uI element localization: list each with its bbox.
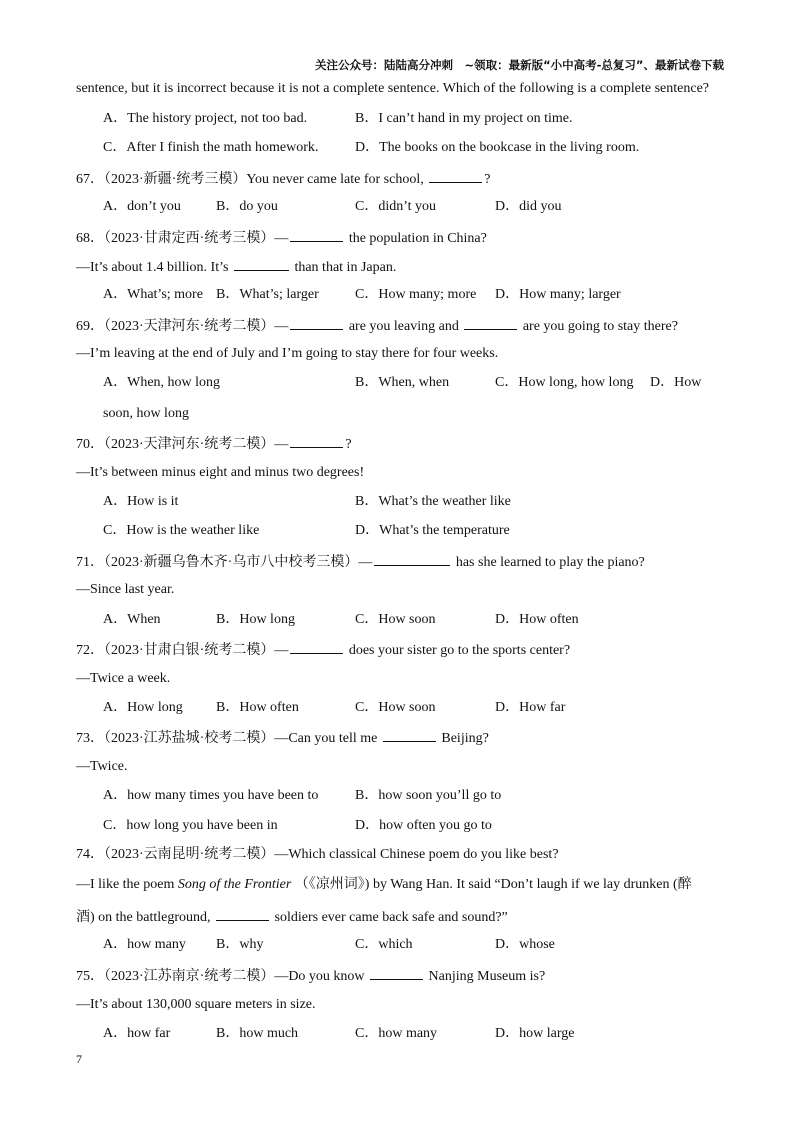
answer-blank: [216, 907, 269, 921]
question-74-option-c: C．which: [355, 937, 413, 952]
question-74-option-d: D．whose: [495, 937, 555, 952]
question-72-option-a: A．How long: [103, 700, 183, 715]
question-67-stem-before: 67．（2023·新疆·统考三模）You never came late for school,: [76, 172, 424, 187]
page-header: 关注公众号：陆陆高分冲刺 ~领取：最新版“小中高考-总复习”、最新试卷下载: [314, 58, 724, 72]
question-74-option-a: A．how many: [103, 937, 186, 952]
poem-title: Song of the Frontier: [177, 877, 292, 892]
question-68-stem-before: 68．（2023·甘肃定西·统考三模）—: [76, 231, 289, 246]
question-73-line2: —Twice.: [76, 759, 128, 774]
question-69-option-b: B．When, when: [355, 375, 450, 390]
question-72-option-b: B．How often: [216, 700, 299, 715]
question-71-option-d: D．How often: [495, 612, 579, 627]
question-69-option-a: A．When, how long: [103, 375, 221, 390]
question-73-stem: [76, 728, 489, 748]
question-75-stem-before: 75．（2023·江苏南京·统考二模）—Do you know: [76, 969, 365, 984]
question-70-option-d: D．What’s the temperature: [355, 523, 510, 538]
intro-option-b: B．I can’t hand in my project on time.: [355, 111, 573, 126]
question-70-option-a: A．How is it: [103, 494, 179, 509]
question-72-stem-after: does your sister go to the sports center?: [348, 643, 571, 658]
question-68-option-c: C．How many; more: [355, 287, 477, 302]
question-68-option-d: D．How many; larger: [495, 287, 621, 302]
question-75-stem-after: Nanjing Museum is?: [428, 969, 546, 984]
question-67-option-c: C．didn’t you: [355, 199, 437, 214]
question-69-line2: —I’m leaving at the end of July and I’m going to stay there for four weeks.: [76, 346, 499, 361]
page-number: 7: [76, 1052, 82, 1066]
question-73-option-d: D．how often you go to: [355, 818, 492, 833]
question-74-option-b: B．why: [216, 937, 264, 952]
question-72-option-d: D．How far: [495, 700, 566, 715]
question-70-stem: [76, 434, 352, 454]
question-70-stem-before: 70．（2023·天津河东·统考二模）—: [76, 437, 289, 452]
question-72-stem-before: 72．（2023·甘肃白银·统考二模）—: [76, 643, 289, 658]
question-67-stem: [76, 169, 490, 189]
question-71-option-b: B．How long: [216, 612, 295, 627]
question-67-option-b: B．do you: [216, 199, 278, 214]
question-67-stem-after: ?: [484, 172, 491, 187]
question-69-stem-mid: are you leaving and: [348, 319, 459, 334]
question-73-stem-before: 73．（2023·江苏盐城·校考二模）—Can you tell me: [76, 731, 378, 746]
question-72-stem: [76, 640, 570, 660]
question-73-option-b: B．how soon you’ll go to: [355, 788, 502, 803]
question-74-stem: 74．（2023·云南昆明·统考二模）—Which classical Chinese poem do you like best?: [76, 847, 559, 862]
question-69-stem: [76, 316, 678, 336]
question-74-line2-after: （《凉州词》) by Wang Han. It said “Don’t laugh if we lay drunken (醉: [294, 877, 692, 892]
intro-option-a: A．The history project, not too bad.: [103, 111, 308, 126]
question-74-line3-before: 酒) on the battleground,: [76, 910, 211, 925]
answer-blank: [383, 728, 436, 742]
question-71-stem-after: has she learned to play the piano?: [455, 555, 645, 570]
question-67-option-d: D．did you: [495, 199, 562, 214]
question-75-option-c: C．how many: [355, 1026, 438, 1041]
answer-blank: [370, 966, 423, 980]
question-71-stem-before: 71．（2023·新疆乌鲁木齐·乌市八中校考三模）—: [76, 555, 373, 570]
answer-blank: [374, 552, 450, 566]
question-75-line2: —It’s about 130,000 square meters in size.: [76, 997, 316, 1012]
intro-text: sentence, but it is incorrect because it is not a complete sentence. Which of the following is a complete sentence?: [76, 81, 710, 96]
answer-blank: [290, 316, 343, 330]
question-73-option-a: A．how many times you have been to: [103, 788, 319, 803]
question-74-line2: [76, 876, 692, 894]
question-71-option-a: A．When: [103, 612, 161, 627]
question-75-stem: [76, 966, 545, 986]
question-70-line2: —It’s between minus eight and minus two degrees!: [76, 465, 365, 480]
question-72-option-c: C．How soon: [355, 700, 436, 715]
question-67-option-a: A．don’t you: [103, 199, 181, 214]
question-75-option-d: D．how large: [495, 1026, 575, 1041]
question-71-stem: [76, 552, 645, 572]
question-68-stem-after: the population in China?: [348, 231, 487, 246]
question-71-line2: —Since last year.: [76, 582, 175, 597]
question-68-line2-after: than that in Japan.: [294, 260, 397, 275]
question-69-option-d-continued: soon, how long: [103, 406, 189, 421]
answer-blank: [464, 316, 517, 330]
question-70-stem-after: ?: [345, 437, 352, 452]
question-73-option-c: C．how long you have been in: [103, 818, 278, 833]
answer-blank: [429, 169, 482, 183]
question-69-option-c: C．How long, how long: [495, 375, 634, 390]
question-75-option-b: B．how much: [216, 1026, 299, 1041]
intro-option-d: D．The books on the bookcase in the living room.: [355, 140, 640, 155]
answer-blank: [234, 257, 289, 271]
question-74-line3: [76, 907, 508, 927]
intro-option-c: C．After I finish the math homework.: [103, 140, 319, 155]
question-69-stem-after: are you going to stay there?: [522, 319, 678, 334]
answer-blank: [290, 640, 343, 654]
question-74-line2-before: —I like the poem: [76, 877, 175, 892]
question-70-option-c: C．How is the weather like: [103, 523, 260, 538]
question-69-stem-before: 69．（2023·天津河东·统考二模）—: [76, 319, 289, 334]
question-68-option-b: B．What’s; larger: [216, 287, 319, 302]
answer-blank: [290, 228, 343, 242]
question-74-line3-after: soldiers ever came back safe and sound?”: [274, 910, 508, 925]
question-73-stem-after: Beijing?: [441, 731, 489, 746]
question-75-option-a: A．how far: [103, 1026, 171, 1041]
question-71-option-c: C．How soon: [355, 612, 436, 627]
question-68-stem: [76, 228, 487, 248]
answer-blank: [290, 434, 343, 448]
question-69-option-d: D．How: [650, 375, 702, 390]
question-70-option-b: B．What’s the weather like: [355, 494, 511, 509]
question-68-line2: [76, 257, 396, 277]
question-68-line2-before: —It’s about 1.4 billion. It’s: [76, 260, 229, 275]
question-68-option-a: A．What’s; more: [103, 287, 203, 302]
question-72-line2: —Twice a week.: [76, 671, 171, 686]
